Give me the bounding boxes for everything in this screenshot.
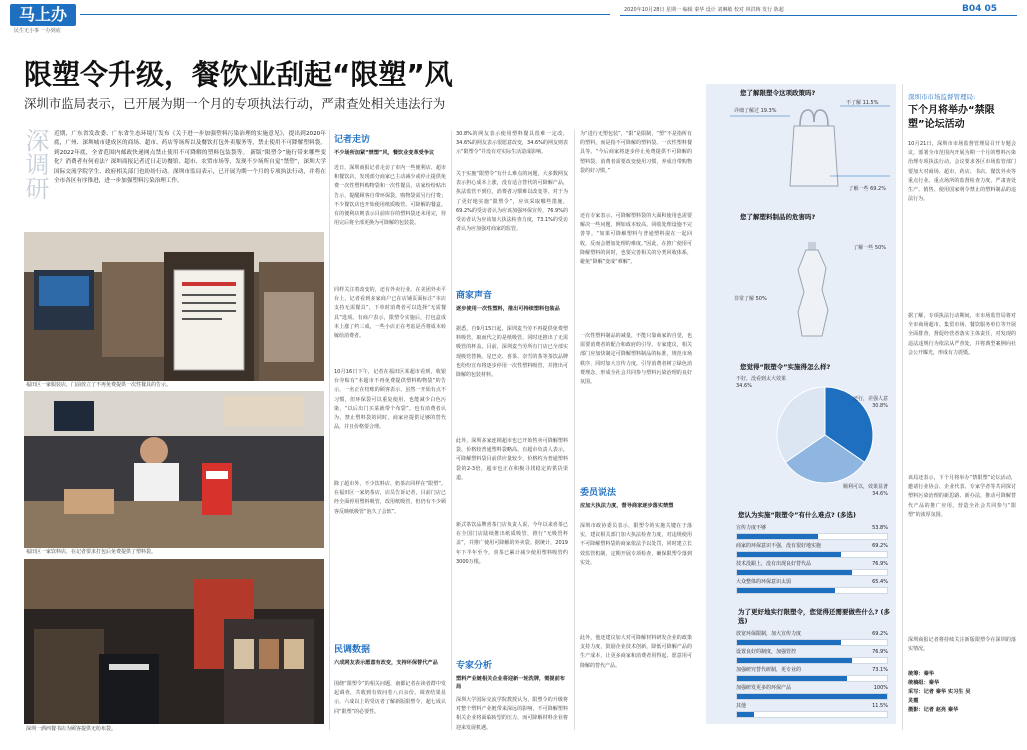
sidebar-para-3: 该局还表示，下个月将举办“禁限塑”论坛活动，邀请行业协会、企业代表、专家学者等共同探讨塑料污染治理的新思路、新办法，推动可降解替代产品的推广应用，营造全社会共同参与“限塑”的浓厚氛围。 [908, 475, 1016, 518]
q2-bottle-illustration [792, 240, 832, 340]
photo-caption-2: 福田区一家饮料店，在记者要求打包后免费提供了塑料袋。 [26, 549, 157, 555]
bar-fill [737, 694, 887, 699]
masthead [0, 0, 1027, 34]
bar-row [736, 666, 888, 684]
bar-row [736, 542, 888, 560]
col4-para-2: 还有专家表示，可降解塑料袋的大面积使用也需要解决一些问题，例如成本较高、回收处理设施不完善等。“如果可降解塑料与普通塑料混在一起回收，反而会增加处理的难度。”因此，在推广使用可降解塑料的同时，也要完善相关的分类回收体系，避免“降解”变成“难解”。 [580, 213, 692, 266]
q3-label-a: 不好，没看到太大效果 34.6% [736, 376, 787, 389]
section-slogan: 民生无小事 一办到底 [14, 28, 61, 34]
col4-para-5: 此外，他还建议加大对可降解材料研发企业的政策支持力度，鼓励企业技术创新，降低可降解产品的生产成本，让更多商家和消费者用得起、愿意用可降解的替代产品。 [580, 635, 692, 669]
photo-cashier [24, 391, 324, 548]
photo-bookstore [24, 559, 324, 724]
col3-para-3: 据悉，自9月15日起，深圳麦当劳不再提供免费塑料吸管，取而代之的是纸吸管，同时还推出了无需吸管的杯盖。目前，深圳麦当劳所有门店已全部实现吸管替换。星巴克、喜茶、奈雪的茶等茶饮品牌也纷纷宣布将逐步停用一次性塑料吸管，并推出可降解的包装材料。 [456, 326, 568, 379]
bar-row [736, 524, 888, 542]
bar-row [736, 630, 888, 648]
headline-subtitle: 深圳市监局表示，已开展为期一个月的专项执法行动，严肃查处相关违法行为 [24, 96, 446, 111]
q3-label-b: 还行，差强人意 30.8% [852, 396, 888, 409]
col4-para-4: 深圳市政协委员表示，限塑令的实施关键在于落实，建议相关部门加大执法检查力度，对违规使用不可降解塑料袋的商家依法予以处罚，同时建立长效监管机制，定期开展专项检查，确保限塑令落到实处。 [580, 523, 692, 566]
q1-label-c: 了解一些 69.2% [848, 186, 886, 192]
subheading-expert: 塑料产业链相关企业将迎新一轮洗牌，需提前布局 [456, 676, 565, 690]
q1-label-a: 不了解 11.5% [846, 100, 879, 106]
bar-label: 设置良好的制度，加强管控 [736, 649, 797, 655]
sidebar-title: 下个月将举办“禁限塑”论坛活动 [908, 105, 995, 130]
q1-leader-lines [730, 96, 890, 192]
bar-label: 商家的环保意识不强，没有很好地实施 [736, 543, 822, 549]
q3-title: 您觉得“限塑令”实施得怎么样? [740, 363, 831, 371]
photo-caption-3: 深圳一酒西餐书店为顾客提供无纺布袋。 [26, 726, 117, 732]
photo-caption-1: 福田区一家服装店，门前放立了不再免费提供一次性餐具的告示。 [26, 382, 172, 388]
bar-value: 73.1% [872, 667, 888, 673]
bar-row [736, 702, 888, 720]
bar-fill [737, 712, 754, 717]
bars2-list [736, 630, 888, 722]
top-rule [620, 15, 1017, 16]
bar-value: 69.2% [872, 543, 888, 549]
section-logo: 马上办 [10, 4, 76, 26]
bar-value: 76.9% [872, 649, 888, 655]
masthead-rule [80, 14, 610, 15]
bar-track [736, 693, 888, 700]
bar-fill [737, 640, 841, 645]
bar-value: 69.2% [872, 631, 888, 637]
heading-data: 民调数据 [334, 645, 371, 655]
bar-fill [737, 676, 847, 681]
rule-col4 [574, 130, 575, 730]
col2-para-5: 围绕“限塑令”的相关问题，南都记者在读者群中发起调查，共收到有效问卷八百余份。调查结果显示，六成以上的受访者了解新版限塑令，超七成认同“限塑”的必要性。 [334, 681, 446, 715]
bar-fill [737, 658, 852, 663]
rule-sidebar [902, 84, 903, 730]
bar-label: 加强研发更多的环保产品 [736, 685, 792, 691]
bar-label: 其他 [736, 703, 747, 709]
bar-label: 宣传力度不够 [736, 525, 767, 531]
col4-para-3: 一次性塑料制品的减量，不能只靠商家的自觉，也需要消费者的配合和政府的引导。专家建议，相关部门应加快制定可降解塑料制品的标准，规范市场秩序，同时加大宣传力度，引导消费者树立绿色消费理念，形成全社会共同参与塑料污染治理的良好氛围。 [580, 333, 692, 386]
q1-label-b: 详细了解过 19.3% [734, 108, 777, 114]
bars1-title: 您认为实施“限塑令”有什么难点? (多选) [738, 511, 857, 519]
col2-para-3: 10月16日下午，记者在福田区某超市看到，收银台旁贴有“本超市不再免费提供塑料购物袋”的告示，一名正在结账的顾客表示，虽然一开始有点不习惯，但环保袋可以重复使用，也能减少白色污染，“以后出门买菜就带个布袋”。也有消费者认为，禁止塑料袋的同时，商家应提供足够的替代品，并且价格要合理。 [334, 369, 446, 431]
subheading-committee: 应加大执法力度，督导商家逐步落实禁塑 [580, 503, 674, 509]
q2-label-a: 了解一些 50% [853, 245, 886, 251]
bar-label: 技术没跟上，没有出现良好替代品 [736, 561, 812, 567]
subheading-reporter: 不少场所加紧“禁塑”风，餐饮业变革受争议 [334, 150, 435, 156]
q2-label-b: 非常了解 50% [734, 296, 767, 302]
col4-para-1: 为“进行无塑包装”，“限”是限制，“塑”不是指所有的塑料，而是指不可降解的塑料袋、一次性塑料餐具等。“今后商家将逐步停止免费提供不可降解的塑料袋，消费者需要改变使用习惯，养成自带购物袋的好习惯。” [580, 131, 692, 174]
bar-label: 放宽环保限制，加大宣传力度 [736, 631, 802, 637]
rule-col3 [451, 130, 452, 730]
bar-fill [737, 552, 841, 557]
col3-para-6: 深圳大学国际交流学院教授认为，限塑令的升级将对整个塑料产业链带来深远的影响，不可降解塑料相关企业将面临转型的压力，而可降解材料企业将迎来发展机遇。 [456, 697, 568, 731]
subheading-data: 六成网友表示愿意有改变，支持环保替代产品 [334, 660, 438, 666]
col2-para-1: 近日，深圳商报记者走访了市内一些便利店、超市和餐饮店，发现部分商家已主动减少或停止提供免费一次性塑料购物袋和一次性餐具，店家纷纷贴出告示，提醒顾客自带环保袋，购物袋需另行付费；不少餐饮店也开始使用纸质吸管、可降解的餐盒。有的便利店则表示目前库存的塑料袋还未用完，待用完后将全部更换为可降解的包装袋。 [334, 165, 446, 227]
bar-track [736, 533, 888, 540]
rule-col2 [329, 130, 330, 730]
bar-label: 加强研究替代研制，更专业的 [736, 667, 802, 673]
bar-row [736, 684, 888, 702]
headline-title: 限塑令升级，餐饮业刮起“限塑”风 [24, 58, 453, 91]
col2-para-2: 同样关注着改变的，还有外卖行业。在美团外卖平台上，记者看到多家商户已在店铺页面标注“本店支持无需餐具”，下单时消费者可以选择“无需餐具”选项。有商户表示，限塑令实施后，打包盒成本上涨了约三成，一些小店正在考虑是否将成本转嫁给消费者。 [334, 287, 446, 340]
bar-value: 53.8% [872, 525, 888, 531]
col3-para-4: 此外，深圳多家连锁超市也已开始售卖可降解塑料袋，价格较普通塑料袋略高。有超市负责人表示，可降解塑料袋目前供应量较少，价格约为普通塑料袋的2-3倍，超市也正在积极寻找稳定的供货渠道。 [456, 438, 568, 481]
col3-para-5: 新式茶饮品牌喜茶门店负责人说，今年以来喜茶已在全国门店陆续推出纸质吸管，推行“无吸管杯盖”，并推广使用可降解的外卖袋。据统计，2019年下半年至今，喜茶已累计减少使用塑料吸管约3000万根。 [456, 522, 568, 565]
page-number: B04 05 [962, 4, 998, 14]
col3-para-2: 关于实施“限塑令”有什么难点的问题，大多数网友表示担心成本上涨，没有适合替代的可降解产品，执法监管不到位，消费者习惯难以改变等。对于为了更好地实施“限塑令”，应该采取哪些措施，69.2%的受访者认为应该加强环保宣传，76.9%的受访者认为应该加大执法检查力度，73.1%的受访者认为应加强对商家的监管。 [456, 171, 568, 233]
bar-fill [737, 534, 818, 539]
q3-label-c: 顺利可以，效果显著 34.6% [842, 484, 888, 497]
heading-expert: 专家分析 [456, 661, 493, 671]
bar-row [736, 648, 888, 666]
lead-paragraph: 近期，广东省发改委、广东省生态环境厅发布《关于进一步加强塑料污染治理的实施意见》，提出到2020年底，广州、深圳城市建成区的商场、超市、药店等场所以及餐饮打包外卖服务等，禁止使用不可降解塑料袋。到2022年底，全省范围内邮政快递网点禁止使用不可降解的塑料包装袋等。 新版“限塑令”施行带来哪些变化？消费者有何看法？深圳商报记者近日走访餐馆、超市、农贸市场等，发现不少场所自觉“禁塑”，深圳大学国际交流学院学生、政府相关部门也纷纷行动。深圳市监局表示，已开展为期一个月的专项执法行动，并将在全市各区有序推进，进一步加强塑料污染治理工作。 [54, 131, 326, 185]
bar-track [736, 711, 888, 718]
sidebar-credits: 统筹：秦华 统稿组：秦华 采写：记者 秦华 实习生 吴 灵霞 摄影：记者 赵亮 秦华 [908, 671, 971, 713]
q1-title: 您了解限塑令这项政策吗? [740, 89, 816, 97]
sidebar-para-2: 据了解，专项执法行动期间，市市场监管局将对全市商场超市、集贸市场、餐饮服务单位等开展全面排查，督促经营者落实主体责任，对发现的违法违规行为依法从严查处，并将典型案例向社会公开曝光，形成有力震慑。 [908, 313, 1016, 356]
bar-value: 100% [873, 685, 888, 691]
bar-track [736, 639, 888, 646]
heading-merchant: 商家声音 [456, 291, 493, 301]
bar-value: 76.9% [872, 561, 888, 567]
photo-store-sign [24, 232, 324, 381]
bar-row [736, 578, 888, 596]
sidebar-para-1: 10月21日，深圳市市场监督管理局召开专题会议，部署全市范围内开展为期一个月的塑料污染治理专项执法行动。会议要求各区市场监管部门要加大对商场、超市、药店、书店、餐饮外卖等重点行业、重点场所的监督检查力度，严肃查处生产、销售、使用国家明令禁止的塑料制品的违法行为。 [908, 141, 1016, 203]
bar-track [736, 587, 888, 594]
bar-value: 65.4% [872, 579, 888, 585]
bar-row [736, 560, 888, 578]
heading-committee: 委员说法 [580, 488, 617, 498]
bar-track [736, 569, 888, 576]
bar-fill [737, 570, 852, 575]
date-line: 2020年10月28日 星期一 编辑 秦华 设计 刘琳敏 校对 林洪梅 发行 陈超 [624, 7, 784, 13]
bar-track [736, 657, 888, 664]
col3-para-1: 30.8%的网友表示使用塑料餐具很难一定改，34.6%的网友表示很愿意改变，34.6%的网友则表示“限塑令”并没有对实际生活造成影响。 [456, 131, 568, 156]
heading-reporter: 记者走访 [334, 135, 371, 145]
bar-label: 大众整体的环保意识太弱 [736, 579, 792, 585]
sidebar-para-4: 深圳商报记者将持续关注新版限塑令在深圳的落实情况。 [908, 637, 1016, 653]
sidebar-kicker: 深圳市市场监督管理局: [908, 93, 976, 101]
bars1-list [736, 524, 888, 598]
q2-title: 您了解塑料制品的危害吗? [740, 213, 816, 221]
bar-fill [737, 588, 835, 593]
bar-track [736, 675, 888, 682]
col2-para-4: 除了超市外，不少饮料店、奶茶店同样在“限塑”。在福田区一家奶茶店，店员告诉记者，目前门店已经全面停用塑料吸管，改用纸吸管，但仍有不少顾客反映纸吸管“泡久了会软”。 [334, 481, 446, 515]
bar-track [736, 551, 888, 558]
bars2-title: 为了更好地实行限塑令，您觉得还需要做些什么? (多选) [738, 608, 891, 625]
bar-value: 11.5% [872, 703, 888, 709]
subheading-merchant: 逐步使用一次性塑料，推出可持续塑料包装品 [456, 306, 560, 312]
side-label: 深调研 [21, 128, 49, 200]
